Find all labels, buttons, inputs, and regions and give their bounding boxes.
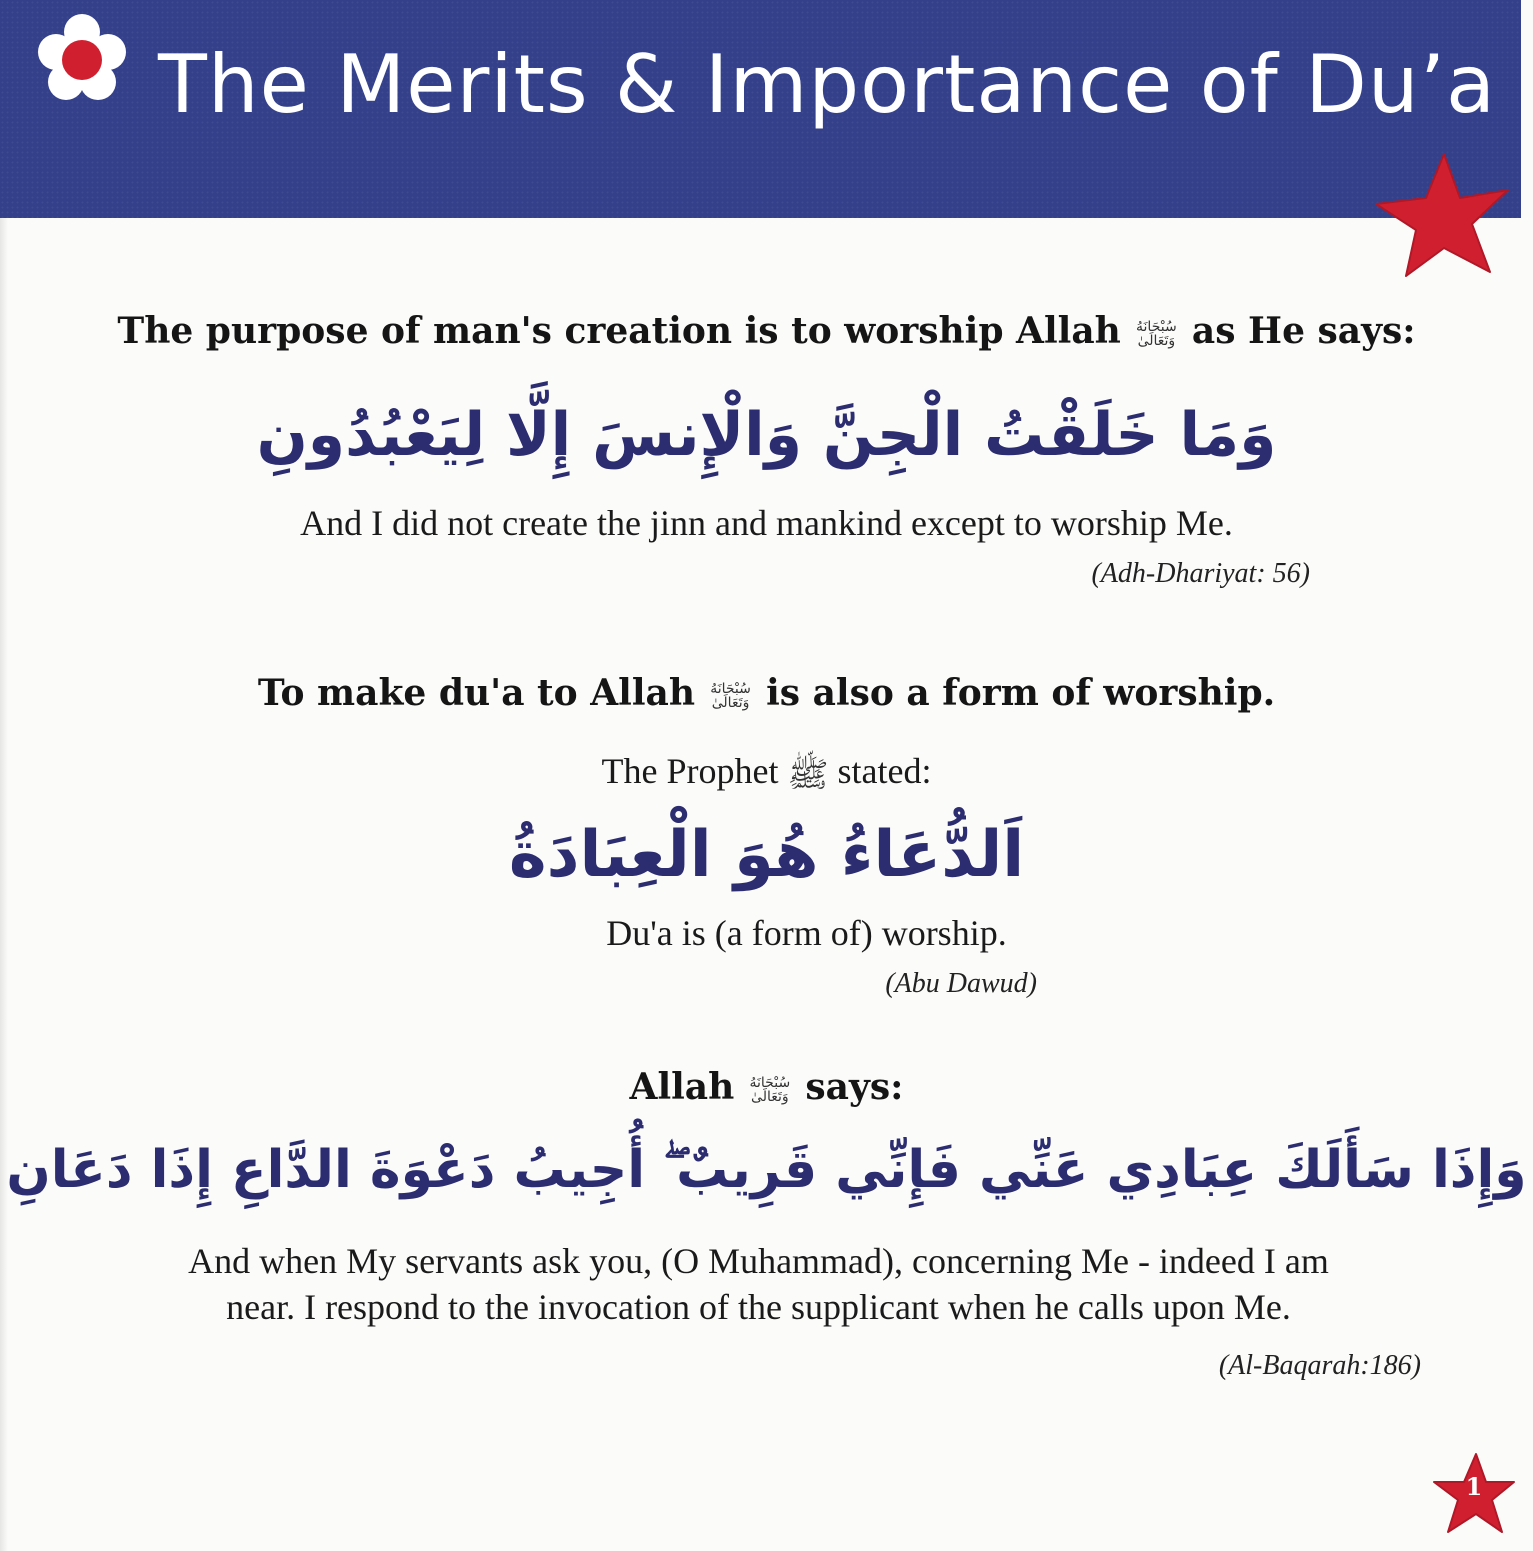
section-1-reference: (Adh-Dhariyat: 56) [1091,558,1310,589]
section-3-heading [0,1066,1533,1108]
section-1-heading [0,310,1533,352]
section-1-arabic-verse: وَمَا خَلَقْتُ الْجِنَّ وَالْإِنسَ إِلَّا لِيَعْبُدُونِ [256,400,1277,470]
star-icon [1372,150,1512,280]
section-1-translation: And I did not create the jinn and mankind except to worship Me. [300,503,1233,543]
honorific-icon: سُبْحَانَهُ وَتَعَالَىٰ [749,1075,791,1105]
heading-text: as He says: [1191,310,1416,352]
page-number: 1 [1465,1472,1483,1501]
honorific-icon: سُبْحَانَهُ وَتَعَالَىٰ [710,681,751,711]
heading-text: is also a form of worship. [766,672,1276,714]
flower-icon [36,14,128,104]
section-2-arabic-hadith: اَلدُّعَاءُ هُوَ الْعِبَادَةُ [508,818,1025,892]
section-2-intro [0,750,1533,795]
heading-text: The purpose of man's creation is to worship Allah [117,310,1121,352]
section-3-arabic-verse: وَإِذَا سَأَلَكَ عِبَادِي عَنِّي فَإِنِّي قَرِيبٌ ۖ أُجِيبُ دَعْوَةَ الدَّاعِ إِذَا دَعَانِ [6,1140,1527,1200]
heading-text: Allah [629,1066,735,1108]
section-2-heading [0,672,1533,714]
honorific-icon: سُبْحَانَهُ وَتَعَالَىٰ [1136,319,1177,349]
intro-text: stated: [837,751,932,791]
section-2-translation: Du'a is (a form of) worship. [606,913,1007,953]
section-3-translation-line-2: near. I respond to the invocation of the supplicant when he calls upon Me. [226,1287,1291,1327]
header-banner [0,0,1521,218]
intro-text: The Prophet [601,751,779,791]
heading-text: says: [805,1066,904,1108]
salawat-icon: ﷺ [787,754,829,795]
section-2-reference: (Abu Dawud) [885,968,1037,999]
heading-text: To make du'a to Allah [257,672,696,714]
page-title: The Merits & Importance of Du’a [158,38,1497,131]
section-3-reference: (Al-Baqarah:186) [1218,1350,1421,1381]
section-3-translation-line-1: And when My servants ask you, (O Muhammad), concerning Me - indeed I am [188,1241,1329,1281]
